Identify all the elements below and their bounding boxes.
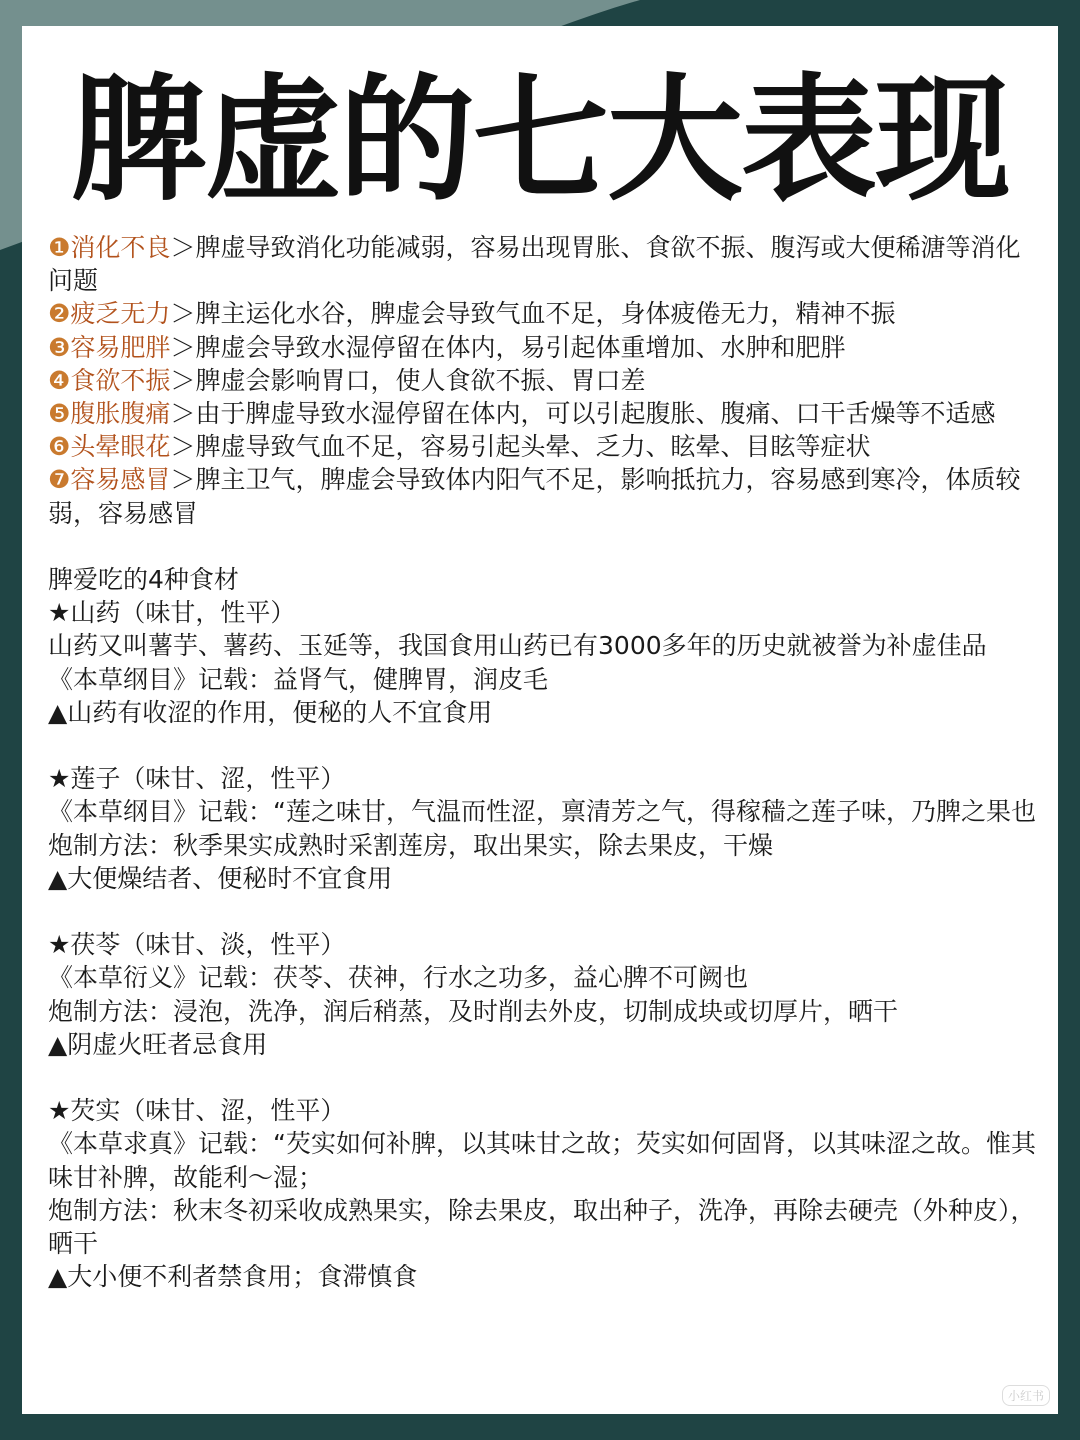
food-caution: ▲大便燥结者、便秘时不宜食用 — [48, 863, 393, 893]
spacer — [48, 729, 1038, 762]
food-line: 《本草纲目》记载：“莲之味甘，气温而性涩，禀清芳之气，得稼穑之莲子味，乃脾之果也 — [48, 797, 1036, 827]
food-line: 炮制方法：秋季果实成熟时采割莲房，取出果实，除去果皮，干燥 — [48, 830, 774, 860]
symptom-number: ❺ — [48, 399, 71, 429]
food-section — [48, 928, 1038, 1061]
symptom-description: ＞脾虚导致消化功能减弱，容易出现胃胀、食欲不振、腹泻或大便稀溏等消化问题 — [48, 233, 1021, 296]
food-caution: ▲大小便不利者禁食用；食滞慎食 — [48, 1262, 418, 1292]
symptom-item — [48, 430, 1038, 463]
symptom-item — [48, 331, 1038, 364]
symptom-number: ❷ — [48, 299, 71, 329]
food-caution: ▲阴虚火旺者忌食用 — [48, 1029, 268, 1059]
symptom-number: ❼ — [48, 465, 71, 495]
food-name: ★茯苓（味甘、淡，性平） — [48, 930, 346, 960]
symptom-description: ＞脾虚会影响胃口，使人食欲不振、胃口差 — [170, 365, 646, 395]
symptom-item — [48, 397, 1038, 430]
watermark-logo: 小红书 — [1002, 1385, 1050, 1406]
symptom-keyword: 食欲不振 — [70, 365, 171, 395]
page-title: 脾虚的七大表现 — [71, 62, 1009, 220]
spacer — [48, 895, 1038, 928]
symptom-keyword: 容易感冒 — [70, 465, 171, 495]
food-name: ★莲子（味甘、涩，性平） — [48, 764, 346, 794]
symptom-keyword: 消化不良 — [70, 233, 171, 262]
content-card — [22, 26, 1058, 1414]
symptom-keyword: 头晕眼花 — [70, 432, 171, 462]
symptom-number: ❻ — [48, 432, 71, 462]
symptom-keyword: 腹胀腹痛 — [70, 399, 171, 429]
symptom-item — [48, 297, 1038, 330]
symptom-number: ❸ — [48, 332, 71, 362]
food-line: 《本草纲目》记载：益肾气，健脾胃，润皮毛 — [48, 664, 549, 694]
food-section — [48, 1094, 1038, 1293]
symptom-item — [48, 231, 1038, 297]
symptom-list — [48, 231, 1038, 530]
food-section — [48, 596, 1038, 729]
symptom-number: ❶ — [48, 233, 71, 262]
symptom-description: ＞由于脾虚导致水湿停留在体内，可以引起腹胀、腹痛、口干舌燥等不适感 — [170, 399, 996, 429]
food-name: ★芡实（味甘、涩，性平） — [48, 1096, 346, 1126]
food-line: 炮制方法：浸泡，洗净，润后稍蒸，及时削去外皮，切制成块或切厚片，晒干 — [48, 996, 899, 1026]
food-section — [48, 762, 1038, 895]
symptom-description: ＞脾虚会导致水湿停留在体内，易引起体重增加、水肿和肥胖 — [170, 332, 846, 362]
foods-heading: 脾爱吃的4种食材 — [48, 565, 239, 595]
symptom-description: ＞脾主运化水谷，脾虚会导致气血不足，身体疲倦无力，精神不振 — [170, 299, 896, 329]
food-line: 炮制方法：秋末冬初采收成熟果实，除去果皮，取出种子，洗净，再除去硬壳（外种皮），晒干 — [48, 1195, 1036, 1259]
spacer — [48, 1061, 1038, 1094]
food-line: 《本草求真》记载：“芡实如何补脾，以其味甘之故；芡实如何固肾，以其味涩之故。惟其味甘补脾，故能利～湿； — [48, 1129, 1036, 1192]
food-line: 山药又叫薯芋、薯药、玉延等，我国食用山药已有3000多年的历史就被誉为补虚佳品 — [48, 631, 987, 661]
symptom-keyword: 容易肥胖 — [70, 332, 171, 362]
symptom-keyword: 疲乏无力 — [70, 299, 171, 329]
food-line: 《本草衍义》记载：茯苓、茯神，行水之功多，益心脾不可阙也 — [48, 963, 749, 993]
symptom-item — [48, 463, 1038, 529]
spacer — [48, 530, 1038, 563]
food-name: ★山药（味甘，性平） — [48, 598, 296, 628]
symptom-item — [48, 364, 1038, 397]
symptom-description: ＞脾主卫气，脾虚会导致体内阳气不足，影响抵抗力，容易感到寒冷，体质较弱，容易感冒 — [48, 465, 1021, 528]
article-body — [48, 231, 1038, 1293]
food-caution: ▲山药有收涩的作用，便秘的人不宜食用 — [48, 697, 493, 727]
symptom-number: ❹ — [48, 365, 71, 395]
symptom-description: ＞脾虚导致气血不足，容易引起头晕、乏力、眩晕、目眩等症状 — [170, 432, 871, 462]
